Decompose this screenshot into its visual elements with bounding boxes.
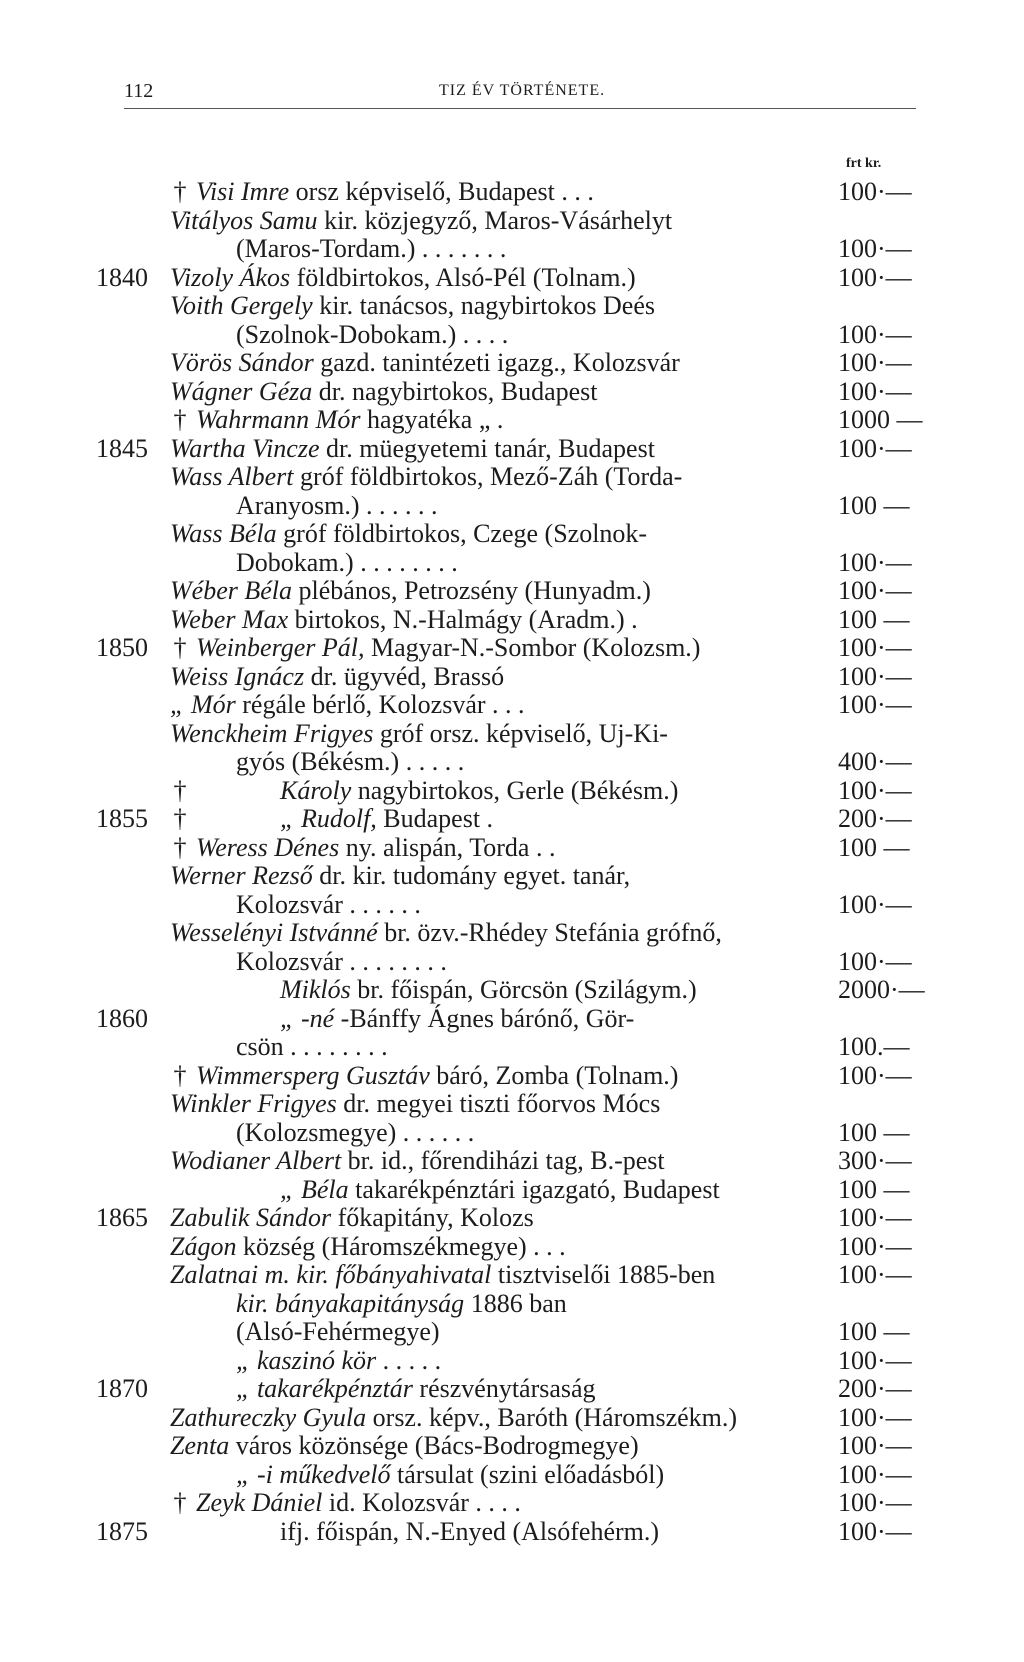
donor-name: Wéber Béla: [170, 576, 293, 605]
deceased-mark: †: [173, 1060, 187, 1090]
list-item: [0, 1176, 1024, 1205]
donation-amount: 100·—: [838, 433, 912, 463]
deceased-mark: †: [173, 775, 187, 805]
list-item: [0, 321, 1024, 350]
donor-description: város közönsége (Bács-Bodrogmegye): [235, 1431, 639, 1460]
entry-text: [236, 948, 447, 977]
entry-text: [170, 435, 655, 464]
donor-name: Wenckheim Frigyes: [170, 718, 374, 748]
donor-name: Zeyk Dániel: [196, 1488, 323, 1517]
donation-amount: 100·—: [838, 946, 912, 976]
donor-name: „ Rudolf,: [280, 804, 377, 833]
entry-text: [280, 1176, 720, 1205]
entry-text: [170, 264, 636, 293]
entry-text: [170, 520, 647, 549]
list-item: [0, 1461, 1024, 1490]
list-item: [0, 1518, 1024, 1547]
list-item: [0, 292, 1024, 321]
donor-description: dr. megyei tiszti főorvos Mócs: [343, 1089, 661, 1118]
donor-description: dr. kir. tudomány egyet. tanár,: [319, 861, 631, 890]
donation-amount: 100·—: [838, 262, 912, 292]
donor-description: br. özv.-Rhédey Stefánia grófnő,: [384, 918, 722, 947]
list-item: [0, 1261, 1024, 1290]
donation-amount: 100·—: [838, 1516, 912, 1546]
donor-description: orsz képviselő, Budapest . . .: [295, 177, 594, 206]
donor-name: Wartha Vincze: [170, 433, 320, 463]
donor-description: (Alsó-Fehérmegye): [236, 1317, 440, 1346]
entry-text: [196, 1489, 521, 1518]
donor-name: Zágon: [170, 1231, 237, 1261]
year-marker: 1855: [96, 804, 148, 833]
entry-text: [236, 1347, 441, 1376]
year-marker: 1845: [96, 433, 148, 463]
page-header: [124, 80, 916, 110]
donor-description: ny. alispán, Torda . .: [345, 832, 556, 862]
donor-description: dr. ügyvéd, Brassó: [310, 661, 505, 691]
entry-text: [236, 1318, 440, 1347]
donor-name: „ takarékpénztár: [236, 1374, 413, 1403]
list-item: [0, 463, 1024, 492]
donor-description: gyós (Békésm.) . . . . .: [236, 747, 465, 776]
donation-amount: 100·—: [838, 1260, 912, 1289]
entry-text: [170, 1404, 737, 1433]
list-item: [0, 235, 1024, 264]
list-item: [0, 777, 1024, 806]
entry-text: [196, 834, 555, 863]
list-item: [0, 264, 1024, 293]
donor-description: részvénytársaság: [419, 1374, 596, 1403]
donor-name: Werner Rezső: [170, 861, 313, 890]
list-item: [0, 862, 1024, 891]
entry-text: [236, 492, 437, 521]
entry-text: [236, 235, 506, 264]
donor-name: „ -i műkedvelő: [236, 1459, 391, 1489]
entry-text: [170, 1204, 534, 1233]
entry-text: [196, 1062, 678, 1091]
donation-amount: 100·—: [838, 690, 912, 719]
donor-name: Wass Béla: [170, 519, 277, 548]
entry-text: [280, 1518, 659, 1547]
donor-description: ifj. főispán, N.-Enyed (Alsófehérm.): [280, 1516, 660, 1546]
donation-amount: 100·—: [838, 348, 912, 377]
donor-description: csön . . . . . . . .: [236, 1032, 388, 1061]
list-item: [0, 976, 1024, 1005]
list-item: [0, 606, 1024, 635]
deceased-mark: †: [173, 405, 187, 434]
donor-description: gróf földbirtokos, Mező-Záh (Torda-: [300, 462, 683, 491]
year-marker: 1840: [96, 262, 148, 292]
deceased-mark: †: [173, 804, 187, 833]
entry-text: [236, 891, 421, 920]
donation-amount: 100·—: [838, 1203, 912, 1232]
donor-description: id. Kolozsvár . . . .: [328, 1488, 521, 1517]
entry-text: [236, 1033, 388, 1062]
donor-description: (Szolnok-Dobokam.) . . . .: [236, 319, 509, 349]
donor-description: 1886 ban: [470, 1288, 567, 1318]
donor-description: Magyar-N.-Sombor (Kolozsm.): [371, 633, 701, 662]
donor-description: -Bánffy Ágnes bárónő, Gör-: [340, 1003, 635, 1033]
donation-amount: 200·—: [838, 1374, 912, 1403]
donor-description: régále bérlő, Kolozsvár . . .: [242, 690, 525, 719]
donor-name: Weber Max: [170, 604, 289, 634]
donor-description: dr. müegyetemi tanár, Budapest: [326, 433, 655, 463]
entry-text: [170, 463, 682, 492]
donor-description: Kolozsvár . . . . . . . .: [236, 946, 447, 976]
donation-amount: 100·—: [838, 889, 912, 919]
donor-name: Zathureczky Gyula: [170, 1402, 367, 1432]
list-item: [0, 1233, 1024, 1262]
page-number: 112: [124, 80, 154, 102]
donation-amount: 100.—: [838, 1032, 910, 1061]
donation-amount: 100·—: [838, 576, 912, 605]
donor-description: Kolozsvár . . . . . .: [236, 889, 421, 919]
donor-description: báró, Zomba (Tolnam.): [436, 1060, 679, 1090]
running-title: TIZ ÉV TÖRTÉNETE.: [439, 82, 606, 99]
donation-amount: 100·—: [838, 1402, 912, 1432]
entry-text: [236, 549, 458, 578]
donor-name: Károly: [280, 775, 352, 805]
subscriber-list: [0, 178, 1024, 1546]
list-item: [0, 919, 1024, 948]
list-item: [0, 805, 1024, 834]
donor-description: társulat (szini előadásból): [397, 1459, 665, 1489]
donation-amount: 100·—: [838, 775, 912, 805]
entry-text: [170, 1233, 566, 1262]
year-marker: 1865: [96, 1203, 148, 1232]
donation-amount: 100·—: [838, 177, 912, 206]
donor-description: gazd. tanintézeti igazg., Kolozsvár: [320, 348, 680, 377]
list-item: [0, 1005, 1024, 1034]
donor-description: hagyatéka „ .: [366, 405, 504, 434]
list-item: [0, 1489, 1024, 1518]
donor-description: (Kolozsmegye) . . . . . .: [236, 1117, 475, 1147]
donor-name: Winkler Frigyes: [170, 1089, 337, 1118]
list-item: [0, 1404, 1024, 1433]
donor-name: Wahrmann Mór: [196, 405, 361, 434]
header-rule: [124, 108, 916, 109]
deceased-mark: †: [173, 633, 187, 662]
list-item: [0, 720, 1024, 749]
donation-amount: 100·—: [838, 319, 912, 349]
donor-name: Voith Gergely: [170, 291, 313, 320]
list-item: [0, 207, 1024, 236]
donation-amount: 200·—: [838, 804, 912, 833]
donation-amount: 100 —: [838, 1117, 910, 1147]
donor-description: takarékpénztári igazgató, Budapest: [355, 1174, 720, 1204]
year-marker: 1850: [96, 633, 148, 662]
entry-text: [196, 406, 503, 435]
donation-amount: 100·—: [838, 1345, 912, 1375]
donor-description: Aranyosm.) . . . . . .: [236, 490, 438, 520]
donor-description: földbirtokos, Alsó-Pél (Tolnam.): [296, 262, 636, 292]
list-item: [0, 948, 1024, 977]
list-item: [0, 1147, 1024, 1176]
list-item: [0, 406, 1024, 435]
entry-text: [170, 378, 598, 407]
donor-description: . . . . .: [382, 1345, 442, 1375]
donor-name: Zalatnai m. kir. főbányahivatal: [170, 1260, 492, 1289]
list-item: [0, 349, 1024, 378]
list-item: [0, 834, 1024, 863]
entry-text: [196, 178, 594, 207]
donor-description: főkapitány, Kolozs: [337, 1203, 534, 1232]
list-item: [0, 1375, 1024, 1404]
donor-description: Budapest .: [383, 804, 494, 833]
donation-amount: 400·—: [838, 747, 912, 776]
donor-name: kir. bányakapitányság: [236, 1288, 465, 1318]
column-units-label: frt kr.: [846, 156, 882, 171]
entry-text: [170, 691, 525, 720]
donation-amount: 100·—: [838, 1488, 912, 1517]
entry-text: [170, 919, 722, 948]
entry-text: [280, 976, 697, 1005]
entry-text: [236, 1461, 664, 1490]
donation-amount: 100·—: [838, 1459, 912, 1489]
donor-description: Dobokam.) . . . . . . . .: [236, 547, 458, 577]
donor-name: „ -né: [280, 1003, 335, 1033]
list-item: [0, 1432, 1024, 1461]
donor-name: Wimmersperg Gusztáv: [196, 1060, 430, 1090]
entry-text: [170, 1090, 660, 1119]
donor-description: község (Háromszékmegye) . . .: [242, 1231, 566, 1261]
list-item: [0, 1347, 1024, 1376]
entry-text: [236, 321, 508, 350]
entry-text: [236, 1375, 596, 1404]
list-item: [0, 1033, 1024, 1062]
list-item: [0, 1318, 1024, 1347]
entry-text: [280, 777, 678, 806]
donor-description: dr. nagybirtokos, Budapest: [318, 376, 598, 406]
donation-amount: 100·—: [838, 234, 912, 263]
list-item: [0, 891, 1024, 920]
entry-text: [170, 606, 638, 635]
list-item: [0, 748, 1024, 777]
donor-name: Weinberger Pál,: [196, 633, 365, 662]
year-marker: 1870: [96, 1374, 148, 1403]
donor-name: Vizoly Ákos: [170, 262, 291, 292]
list-item: [0, 1062, 1024, 1091]
year-marker: 1860: [96, 1003, 148, 1033]
deceased-mark: †: [173, 1488, 187, 1517]
list-item: [0, 1204, 1024, 1233]
entry-text: [170, 207, 672, 236]
donation-amount: 100 —: [838, 1317, 910, 1346]
donor-name: Wodianer Albert: [170, 1146, 342, 1175]
donor-description: tisztviselői 1885-ben: [497, 1260, 716, 1289]
list-item: [0, 378, 1024, 407]
list-item: [0, 492, 1024, 521]
list-item: [0, 1090, 1024, 1119]
donor-description: birtokos, N.-Halmágy (Aradm.) .: [294, 604, 638, 634]
entry-text: [170, 663, 504, 692]
donation-amount: 2000·—: [838, 975, 925, 1004]
entry-text: [170, 862, 630, 891]
list-item: [0, 634, 1024, 663]
donor-description: gróf orsz. képviselő, Uj-Ki-: [379, 718, 668, 748]
donor-description: kir. közjegyző, Maros-Vásárhelyt: [324, 205, 673, 235]
donor-name: Visi Imre: [196, 177, 290, 206]
entry-text: [170, 577, 651, 606]
list-item: [0, 577, 1024, 606]
donor-name: „ Mór: [170, 690, 236, 719]
donor-name: „ Béla: [280, 1174, 349, 1204]
donation-amount: 100·—: [838, 1060, 912, 1090]
donor-description: (Maros-Tordam.) . . . . . . .: [236, 234, 507, 263]
list-item: [0, 520, 1024, 549]
donor-name: Zabulik Sándor: [170, 1203, 332, 1232]
donation-amount: 100·—: [838, 547, 912, 577]
list-item: [0, 1290, 1024, 1319]
donation-amount: 100·—: [838, 661, 912, 691]
deceased-mark: †: [173, 832, 187, 862]
entry-text: [170, 349, 680, 378]
entry-text: [236, 1290, 567, 1319]
donor-name: Wass Albert: [170, 462, 294, 491]
entry-text: [170, 1432, 639, 1461]
donor-description: kir. tanácsos, nagybirtokos Deés: [319, 291, 655, 320]
entry-text: [170, 720, 668, 749]
deceased-mark: †: [173, 177, 187, 206]
entry-text: [170, 1261, 715, 1290]
donor-name: „ kaszinó kör: [236, 1345, 377, 1375]
list-item: [0, 1119, 1024, 1148]
donation-amount: 300·—: [838, 1146, 912, 1175]
donor-description: plébános, Petrozsény (Hunyadm.): [298, 576, 651, 605]
entry-text: [196, 634, 700, 663]
entry-text: [170, 1147, 665, 1176]
donor-name: Wesselényi Istvánné: [170, 918, 378, 947]
year-marker: 1875: [96, 1516, 148, 1546]
list-item: [0, 663, 1024, 692]
donation-amount: 100 —: [838, 832, 910, 862]
entry-text: [236, 748, 464, 777]
donor-description: orsz. képv., Baróth (Háromszékm.): [372, 1402, 738, 1432]
list-item: [0, 435, 1024, 464]
entry-text: [280, 1005, 634, 1034]
donation-amount: 100·—: [838, 633, 912, 662]
donor-description: br. id., főrendiházi tag, B.-pest: [347, 1146, 665, 1175]
list-item: [0, 549, 1024, 578]
entry-text: [170, 292, 655, 321]
donation-amount: 100·—: [838, 376, 912, 406]
donation-amount: 100 —: [838, 1174, 910, 1204]
donor-name: Weress Dénes: [196, 832, 340, 862]
list-item: [0, 178, 1024, 207]
donor-name: Weiss Ignácz: [170, 661, 305, 691]
donation-amount: 100 —: [838, 604, 910, 634]
donor-description: br. főispán, Görcsön (Szilágym.): [357, 975, 697, 1004]
donation-amount: 100·—: [838, 1231, 912, 1261]
donation-amount: 100·—: [838, 1431, 912, 1460]
donor-description: nagybirtokos, Gerle (Békésm.): [357, 775, 679, 805]
entry-text: [280, 805, 493, 834]
entry-text: [236, 1119, 474, 1148]
donation-amount: 100 —: [838, 490, 910, 520]
donor-name: Vitályos Samu: [170, 205, 318, 235]
donor-name: Wágner Géza: [170, 376, 313, 406]
donor-name: Miklós: [280, 975, 351, 1004]
list-item: [0, 691, 1024, 720]
donor-description: gróf földbirtokos, Czege (Szolnok-: [283, 519, 648, 548]
donor-name: Zenta: [170, 1431, 230, 1460]
donor-name: Vörös Sándor: [170, 348, 314, 377]
donation-amount: 1000 —: [838, 405, 923, 434]
